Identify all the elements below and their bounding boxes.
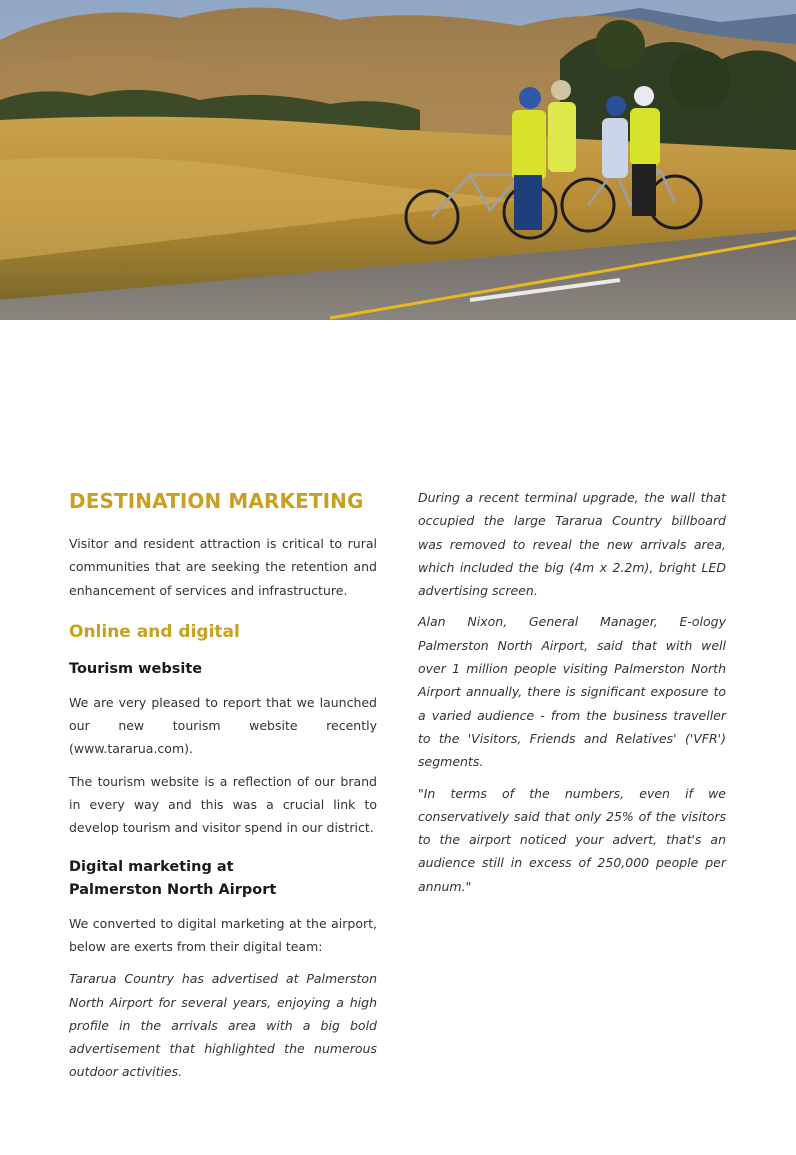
right-paragraph-1: During a recent terminal upgrade, the wall that occupied the large Tararua Country billboard was removed to reveal the new arrivals area, which included the big (4m x 2.2m), bright LED advertising screen.	[418, 490, 726, 599]
section-heading-online: Online and digital	[69, 621, 240, 642]
hero-photo	[0, 0, 796, 320]
subheading-line-1: Digital marketing at	[69, 858, 234, 875]
subheading-digital-marketing	[69, 856, 377, 902]
tourism-paragraph-2: The tourism website is a reflection of our brand in every way and this was a crucial link to develop tourism and visitor spend in our district.	[69, 773, 377, 836]
subheading-tourism-website: Tourism website	[69, 660, 203, 677]
intro-paragraph: Visitor and resident attraction is critical to rural communities that are seeking the retention and enhancement of services and infrastructure.	[69, 536, 377, 598]
left-column	[69, 486, 377, 1093]
right-paragraph-3: "In terms of the numbers, even if we conservatively said that only 25% of the visitors to the airport noticed your advert, that's an audience still in excess of 250,000 people per annum."	[418, 785, 726, 894]
tourism-paragraph-1: We are very pleased to report that we launched our new tourism website recently (www.tararua.com).	[69, 694, 377, 757]
digital-quote: Tararua Country has advertised at Palmerston North Airport for several years, enjoying a high profile in the arrivals area with a big bold advertisement that highlighted the numerous outdoor activities.	[69, 971, 377, 1080]
right-paragraph-2: Alan Nixon, General Manager, E-ology Palmerston North Airport, said that with well over 1 million people visiting Palmerston North Airport annually, there is significant exposure to a varied audience - from the business traveller to the 'Visitors, Friends and Relatives' ('VFR') segments.	[418, 614, 726, 770]
page-title: DESTINATION MARKETING	[69, 489, 364, 513]
digital-paragraph-1: We converted to digital marketing at the airport, below are exerts from their digital team:	[69, 915, 377, 954]
subheading-line-2: Palmerston North Airport	[69, 881, 277, 898]
right-column	[418, 486, 726, 906]
